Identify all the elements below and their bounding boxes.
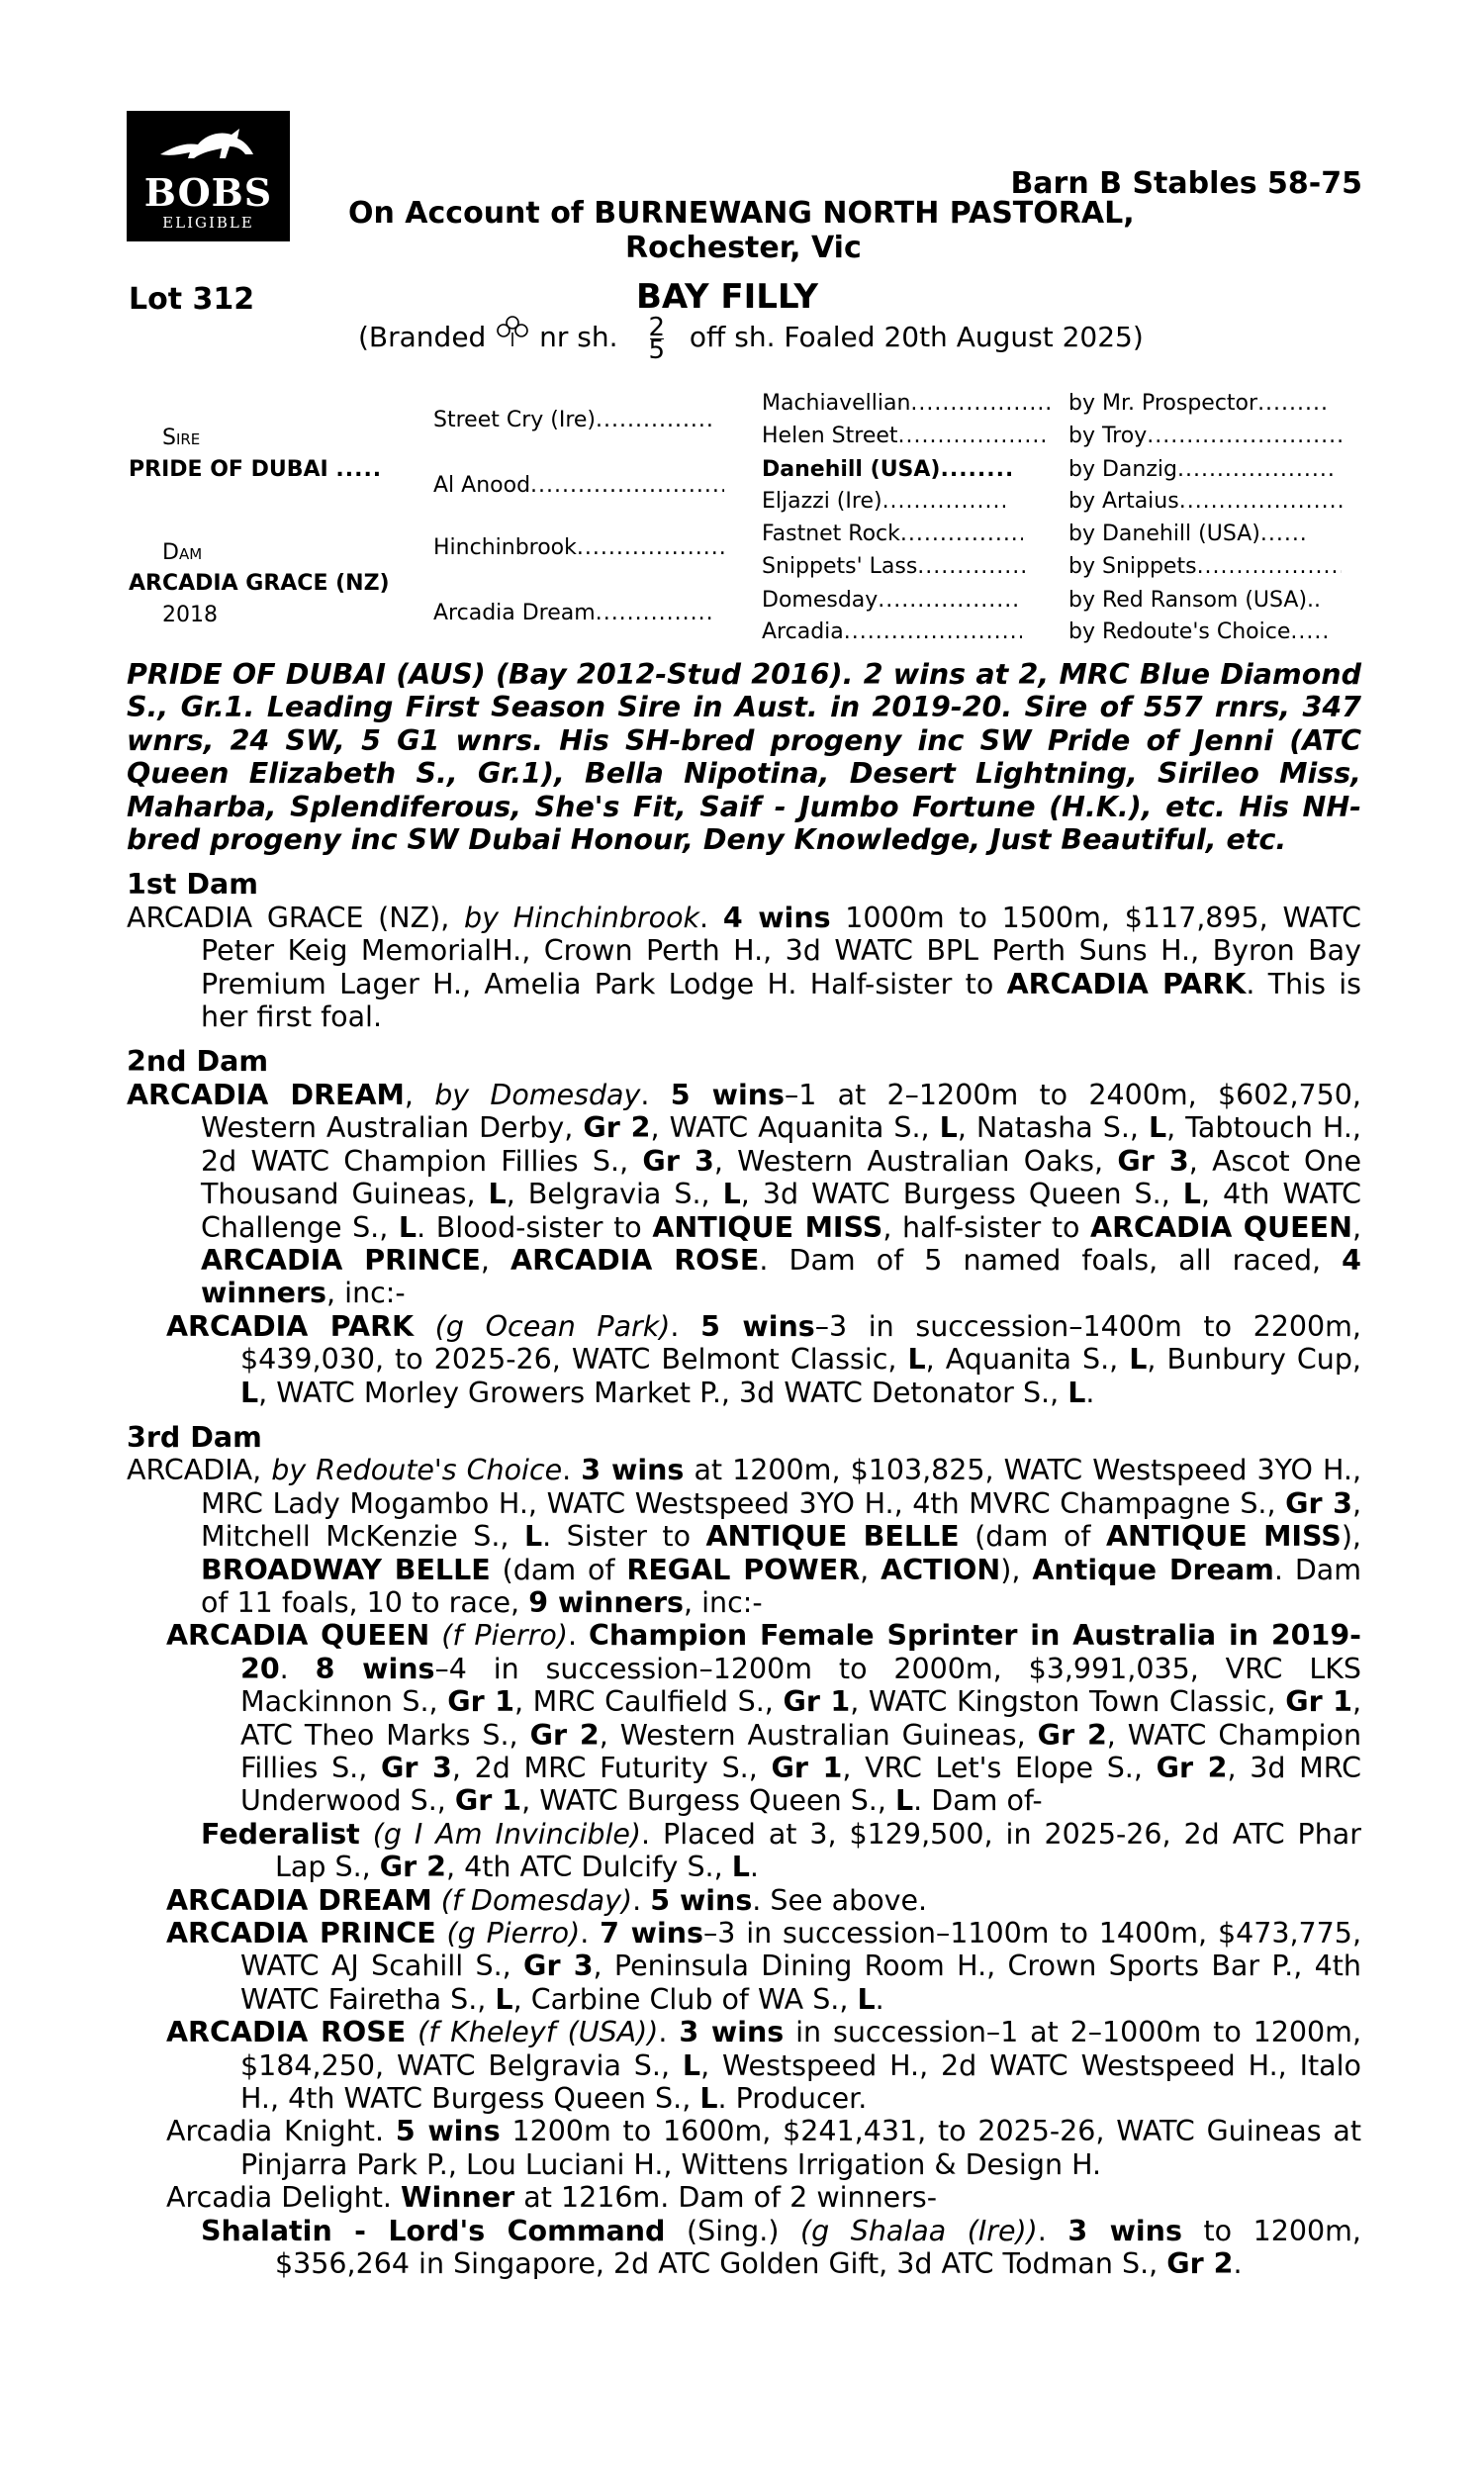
leader-dots bbox=[1179, 489, 1344, 514]
text-run: 1200m to 1600m, $241,431, to 2025-26, WATC Guineas at Pinjarra Park P., Lou Luciani H., Wittens Irrigation & Design H. bbox=[240, 2115, 1362, 2181]
text-run: 5 wins bbox=[700, 1309, 815, 1343]
text-run: Federalist bbox=[201, 1817, 360, 1851]
leader-dots bbox=[530, 473, 724, 498]
leader-dots bbox=[844, 619, 1022, 644]
leader-dots bbox=[878, 588, 1018, 613]
text-run: , WATC Champion Fillies S., bbox=[240, 1718, 1362, 1784]
ped-gen3-8 bbox=[762, 619, 1022, 644]
text-run: Gr 2 bbox=[529, 1718, 600, 1752]
text-run: . bbox=[1037, 2214, 1068, 2247]
text-run: 3 wins bbox=[581, 1454, 685, 1487]
text-run: L bbox=[1148, 1111, 1167, 1145]
text-run: (g Ocean Park) bbox=[434, 1309, 671, 1343]
text-run: Gr 2 bbox=[1037, 1718, 1107, 1752]
ped-gen4-4 bbox=[1068, 489, 1344, 514]
text-run: L bbox=[857, 1982, 876, 2016]
text-run: . bbox=[749, 1851, 759, 1884]
ped-gen3-2 bbox=[762, 424, 1047, 448]
text-run: , Western Australian Guineas, bbox=[599, 1718, 1038, 1752]
brand-prefix: (Branded bbox=[358, 321, 487, 353]
text-run: . bbox=[279, 1652, 316, 1685]
catalogue-body bbox=[127, 658, 1361, 2281]
text-run: . bbox=[640, 1078, 671, 1111]
text-run: Arcadia Knight. bbox=[166, 2115, 396, 2148]
text-run: Gr 2 bbox=[1166, 2247, 1234, 2281]
text-run: . Dam of 11 foals, 10 to race, bbox=[201, 1553, 1362, 1619]
text-run: Gr 1 bbox=[1285, 1685, 1352, 1719]
text-run: by Redoute's Choice bbox=[1068, 619, 1291, 644]
text-run: . Sister to bbox=[542, 1520, 706, 1554]
text-run: ARCADIA ROSE bbox=[510, 1243, 760, 1277]
ped-gen4-3 bbox=[1068, 457, 1336, 482]
text-run: Gr 3 bbox=[1117, 1144, 1189, 1178]
text-run: , 3d WATC Burgess Queen S., bbox=[740, 1178, 1183, 1211]
text-run: 8 wins bbox=[315, 1652, 435, 1685]
text-run: , Westspeed H., 2d WATC Westspeed H., Italo H., 4th WATC Burgess Queen S., bbox=[240, 2048, 1361, 2116]
text-run: by Danzig bbox=[1068, 457, 1177, 482]
lot-title: BAY FILLY bbox=[636, 277, 818, 317]
third-dam-entry bbox=[127, 1454, 1361, 1619]
text-run: . bbox=[1233, 2247, 1243, 2281]
logo-text-secondary: ELIGIBLE bbox=[162, 214, 254, 232]
text-run: Machiavellian bbox=[762, 391, 911, 416]
text-run: –3 in succession–1400m to 2200m, $439,030, to 2025-26, WATC Belmont Classic, bbox=[240, 1309, 1361, 1377]
text-run: , WATC Aquanita S., bbox=[650, 1111, 940, 1145]
text-run: , bbox=[1351, 1210, 1362, 1244]
text-run: (f Pierro) bbox=[441, 1619, 568, 1653]
text-run: ARCADIA QUEEN bbox=[166, 1619, 430, 1653]
leader-dots bbox=[910, 391, 1055, 416]
leader-dots bbox=[917, 554, 1026, 579]
ped-gen3-1 bbox=[762, 391, 1055, 416]
logo-text-primary: BOBS bbox=[143, 170, 273, 215]
text-run: (g I Am Invincible) bbox=[372, 1817, 642, 1851]
text-run: by Hinchinbrook bbox=[464, 901, 700, 934]
text-run: Gr 2 bbox=[379, 1851, 446, 1884]
text-run: 3 wins bbox=[679, 2016, 785, 2049]
ped-gen4-1 bbox=[1068, 391, 1329, 416]
text-run: at 1200m, $103,825, WATC Westspeed 3YO H., MRC Lady Mogambo H., WATC Westspeed 3YO H., 4th MVRC Champagne S., bbox=[201, 1454, 1362, 1520]
text-run: , WATC Kingston Town Classic, bbox=[850, 1685, 1286, 1719]
vendor-line: On Account of BURNEWANG NORTH PASTORAL, bbox=[348, 196, 1135, 231]
text-run: 7 wins bbox=[600, 1917, 703, 1951]
leader-dots bbox=[1147, 424, 1345, 448]
text-run: by Domesday bbox=[434, 1078, 641, 1111]
text-run: , Ascot One Thousand Guineas, bbox=[201, 1144, 1361, 1211]
text-run: , half-sister to bbox=[882, 1210, 1091, 1244]
text-run: ARCADIA PRINCE bbox=[201, 1243, 481, 1277]
text-run: L bbox=[495, 1982, 513, 2016]
text-run: . bbox=[567, 1619, 589, 1653]
text-run: . bbox=[658, 2016, 680, 2049]
text-run: . bbox=[1085, 1376, 1095, 1409]
text-run: Arcadia Dream bbox=[433, 601, 596, 625]
text-run: L bbox=[699, 2082, 718, 2116]
text-run bbox=[414, 1310, 435, 1343]
ped-gen2-2 bbox=[433, 473, 724, 498]
leader-dots bbox=[898, 424, 1047, 448]
text-run: . bbox=[632, 1883, 651, 1917]
first-dam-heading: 1st Dam bbox=[127, 868, 258, 902]
text-run: ANTIQUE BELLE bbox=[705, 1520, 960, 1554]
text-run: L bbox=[722, 1178, 741, 1211]
progeny-arcadia-queen bbox=[127, 1619, 1361, 1817]
text-run: by Redoute's Choice bbox=[271, 1454, 563, 1487]
text-run: . Blood-sister to bbox=[417, 1210, 653, 1244]
ped-gen4-6 bbox=[1068, 554, 1342, 579]
text-run: by Danehill (USA) bbox=[1068, 522, 1260, 546]
text-run: 9 winners bbox=[528, 1585, 684, 1619]
text-run: L bbox=[1182, 1178, 1201, 1211]
text-run: 4 wins bbox=[722, 901, 831, 934]
text-run: (dam of bbox=[490, 1553, 627, 1586]
text-run: 5 wins bbox=[395, 2115, 501, 2148]
text-run: (Sing.) bbox=[665, 2214, 800, 2247]
text-run: L bbox=[240, 1376, 259, 1409]
text-run: 5 wins bbox=[650, 1883, 753, 1917]
text-run: , WATC Morley Growers Market P., 3d WATC Detonator S., bbox=[258, 1376, 1068, 1409]
text-run: Fastnet Rock bbox=[762, 522, 900, 546]
text-run: ARCADIA, bbox=[127, 1454, 272, 1487]
text-run: , WATC Burgess Queen S., bbox=[521, 1784, 895, 1818]
text-run: , Peninsula Dining Room H., Crown Sports Bar P., 4th WATC Fairetha S., bbox=[240, 1950, 1361, 2016]
text-run: Eljazzi (Ire) bbox=[762, 489, 882, 514]
leader-dots bbox=[940, 457, 1011, 482]
dam-year: 2018 bbox=[162, 603, 218, 627]
progeny-arcadia-dream bbox=[127, 1884, 1361, 1917]
grand-progeny-federalist bbox=[127, 1818, 1361, 1884]
ped-gen2-4 bbox=[433, 601, 712, 625]
text-run: ARCADIA QUEEN bbox=[1090, 1210, 1352, 1244]
ped-gen3-6 bbox=[762, 554, 1026, 579]
text-run: . Placed at 3, $129,500, in 2025-26, 2d ATC Phar Lap S., bbox=[275, 1817, 1361, 1884]
barn-location: Barn B Stables 58-75 bbox=[1010, 166, 1362, 201]
leader-dots bbox=[1290, 619, 1330, 644]
brand-number-bottom: 5 bbox=[648, 334, 665, 365]
text-run: Domesday bbox=[762, 588, 879, 613]
ped-gen3-5 bbox=[762, 522, 1023, 546]
text-run: L bbox=[907, 1343, 926, 1377]
text-run: Gr 1 bbox=[783, 1685, 851, 1719]
second-dam-entry bbox=[127, 1079, 1361, 1310]
text-run: L bbox=[682, 2048, 701, 2082]
text-run: (g Pierro) bbox=[446, 1917, 581, 1951]
leader-dots bbox=[577, 535, 729, 560]
sire-name bbox=[129, 457, 379, 482]
text-run: L bbox=[1067, 1376, 1086, 1409]
text-run bbox=[436, 1917, 447, 1950]
horse-icon bbox=[154, 125, 263, 168]
vendor-location: Rochester, Vic bbox=[625, 231, 862, 265]
text-run: REGAL POWER bbox=[626, 1553, 861, 1586]
text-run: by Red Ransom (USA).. bbox=[1068, 588, 1322, 613]
text-run: –4 in succession–1200m to 2000m, $3,991,035, VRC LKS Mackinnon S., bbox=[240, 1652, 1361, 1719]
text-run bbox=[360, 1818, 373, 1851]
third-dam-heading: 3rd Dam bbox=[127, 1420, 262, 1454]
leader-dots bbox=[1197, 554, 1342, 579]
text-run: by Snippets bbox=[1068, 554, 1197, 579]
text-run: (f Kheleyf (USA)) bbox=[417, 2016, 659, 2049]
text-run: , Western Australian Oaks, bbox=[713, 1144, 1118, 1178]
text-run: 1000m to 1500m, $117,895, WATC Peter Keig MemorialH., Crown Perth H., 3d WATC BPL Perth Suns H., Byron Bay Premium Lager H., Amelia Park Lodge H. Half-sister to bbox=[201, 901, 1361, 1000]
progeny-arcadia-rose bbox=[127, 2016, 1361, 2115]
text-run: –1 at 2–1200m to 2400m, $602,750, Western Australian Derby, bbox=[201, 1078, 1361, 1145]
text-run: , inc:- bbox=[326, 1277, 406, 1310]
text-run: Antique Dream bbox=[1032, 1553, 1274, 1586]
brand-number-top: 2 bbox=[648, 312, 665, 342]
text-run: ARCADIA PRINCE bbox=[166, 1917, 436, 1951]
text-run: Gr 3 bbox=[523, 1950, 594, 1983]
text-run: . This is her first foal. bbox=[201, 967, 1362, 1034]
ped-gen3-3 bbox=[762, 457, 1011, 482]
text-run: ARCADIA DREAM bbox=[166, 1883, 432, 1917]
lot-number: Lot 312 bbox=[129, 282, 255, 317]
text-run: in succession–1 at 2–1000m to 1200m, $184,250, WATC Belgravia S., bbox=[240, 2016, 1362, 2082]
leader-dots bbox=[596, 601, 712, 625]
leader-dots bbox=[1177, 457, 1336, 482]
second-dam-heading: 2nd Dam bbox=[127, 1045, 269, 1079]
text-run: , bbox=[480, 1243, 511, 1277]
text-run: ACTION bbox=[881, 1553, 1001, 1586]
text-run: L bbox=[488, 1178, 507, 1211]
brand-mark-icon bbox=[497, 315, 528, 348]
text-run: –3 in succession–1100m to 1400m, $473,775, WATC AJ Scahill S., bbox=[240, 1917, 1362, 1983]
dam-name: ARCADIA GRACE (NZ) bbox=[129, 571, 390, 596]
text-run: , bbox=[404, 1078, 435, 1111]
text-run: , ATC Theo Marks S., bbox=[240, 1685, 1362, 1752]
ped-gen2-3 bbox=[433, 535, 729, 560]
text-run: , Aquanita S., bbox=[925, 1343, 1130, 1377]
text-run: , Bunbury Cup, bbox=[1147, 1343, 1361, 1377]
text-run: . Dam of 5 named foals, all raced, bbox=[759, 1243, 1343, 1277]
text-run: by Mr. Prospector bbox=[1068, 391, 1258, 416]
text-run: ANTIQUE MISS bbox=[652, 1210, 883, 1244]
text-run: ARCADIA GRACE (NZ), bbox=[127, 901, 465, 934]
text-run bbox=[432, 1884, 441, 1917]
sire-name-text: PRIDE OF DUBAI bbox=[129, 457, 328, 482]
text-run: . bbox=[562, 1454, 582, 1487]
brand-offside-foaled: off sh. Foaled 20th August 2025) bbox=[689, 321, 1144, 353]
text-run bbox=[406, 2016, 417, 2048]
text-run: L bbox=[398, 1210, 417, 1244]
text-run: 4 winners bbox=[201, 1243, 1362, 1310]
text-run: ARCADIA DREAM bbox=[127, 1078, 405, 1111]
text-run: L bbox=[1129, 1343, 1148, 1377]
text-run: to 1200m, $356,264 in Singapore, 2d ATC Golden Gift, 3d ATC Todman S., bbox=[275, 2214, 1361, 2281]
text-run: . Producer. bbox=[717, 2082, 868, 2116]
text-run: (g Shalaa (Ire)) bbox=[799, 2214, 1038, 2247]
text-run: , inc:- bbox=[683, 1585, 763, 1619]
brand-nearside: nr sh. bbox=[539, 321, 618, 353]
text-run: ANTIQUE MISS bbox=[1105, 1520, 1342, 1554]
text-run: , Natasha S., bbox=[957, 1111, 1149, 1145]
dam-label: Dam bbox=[162, 540, 203, 565]
text-run: at 1216m. Dam of 2 winners- bbox=[514, 2181, 938, 2215]
text-run: , 4th ATC Dulcify S., bbox=[445, 1851, 732, 1884]
text-run: Gr 3 bbox=[1285, 1486, 1352, 1520]
progeny-arcadia-park bbox=[127, 1310, 1361, 1409]
text-run: Gr 2 bbox=[583, 1111, 651, 1145]
text-run: Winner bbox=[401, 2181, 515, 2215]
text-run: ), bbox=[1000, 1553, 1033, 1586]
text-run: . bbox=[875, 1982, 884, 2016]
text-run: Helen Street bbox=[762, 424, 898, 448]
text-run: Danehill (USA) bbox=[762, 457, 941, 482]
text-run bbox=[429, 1619, 441, 1652]
bobs-eligible-logo bbox=[127, 111, 290, 241]
text-run: 3 wins bbox=[1067, 2214, 1182, 2247]
text-run: (dam of bbox=[959, 1520, 1106, 1554]
text-run: by Artaius bbox=[1068, 489, 1179, 514]
text-run: , MRC Caulfield S., bbox=[513, 1685, 784, 1719]
text-run: ARCADIA ROSE bbox=[166, 2016, 407, 2049]
text-run: ARCADIA PARK bbox=[166, 1309, 415, 1343]
progeny-arcadia-delight bbox=[127, 2181, 1361, 2214]
text-run: L bbox=[894, 1784, 914, 1818]
text-run: , VRC Let's Elope S., bbox=[842, 1752, 1157, 1784]
text-run: Gr 1 bbox=[447, 1685, 514, 1719]
text-run: ), bbox=[1341, 1520, 1361, 1554]
grand-progeny-shalatin bbox=[127, 2215, 1361, 2281]
text-run: ARCADIA PARK bbox=[1006, 967, 1247, 1000]
progeny-arcadia-knight bbox=[127, 2115, 1361, 2181]
text-run: L bbox=[523, 1520, 543, 1554]
text-run: , Mitchell McKenzie S., bbox=[201, 1486, 1361, 1554]
sire-label: Sire bbox=[162, 426, 201, 450]
text-run: Gr 1 bbox=[454, 1784, 522, 1818]
text-run: Gr 3 bbox=[642, 1144, 714, 1178]
text-run: (f Domesday) bbox=[440, 1883, 633, 1917]
text-run: Hinchinbrook bbox=[433, 535, 577, 560]
text-run: Shalatin - Lord's Command bbox=[201, 2214, 666, 2247]
leader-dots bbox=[596, 408, 712, 432]
text-run: 5 wins bbox=[670, 1078, 786, 1111]
leader-dots bbox=[335, 457, 379, 482]
first-dam-entry bbox=[127, 902, 1361, 1034]
text-run: Al Anood bbox=[433, 473, 531, 498]
leader-dots bbox=[1257, 391, 1329, 416]
ped-gen2-1 bbox=[433, 408, 712, 432]
sire-summary: PRIDE OF DUBAI (AUS) (Bay 2012-Stud 2016). 2 wins at 2, MRC Blue Diamond S., Gr.1. Leading First Season Sire in Aust. in 2019-20. Sire of 557 rnrs, 347 wnrs, 24 SW, 5 G1 wnrs. His SH-bred progeny inc SW Pride of Jenni (ATC Queen Elizabeth S., Gr.1), Bella Nipotina, Desert Lightning, Sirileo Miss, Maharba, Splendiferous, She's Fit, Saif - Jumbo Fortune (H.K.), etc. His NH-bred progeny inc SW Dubai Honour, Deny Knowledge, Just Beautiful, etc. bbox=[127, 658, 1361, 857]
text-run: Gr 2 bbox=[1156, 1752, 1228, 1784]
text-run: . Dam of- bbox=[913, 1784, 1043, 1818]
ped-gen3-7 bbox=[762, 588, 1018, 613]
text-run: Gr 3 bbox=[380, 1752, 452, 1784]
text-run: Gr 1 bbox=[771, 1752, 843, 1784]
ped-gen4-2 bbox=[1068, 424, 1345, 448]
text-run: , Carbine Club of WA S., bbox=[512, 1982, 858, 2016]
text-run: . bbox=[580, 1917, 601, 1951]
text-run: Arcadia Delight. bbox=[166, 2181, 402, 2215]
text-run: by Troy bbox=[1068, 424, 1148, 448]
text-run: , Tabtouch H., 2d WATC Champion Fillies S., bbox=[201, 1111, 1361, 1178]
text-run: Street Cry (Ire) bbox=[433, 408, 597, 432]
text-run: BROADWAY BELLE bbox=[201, 1553, 491, 1586]
text-run: L bbox=[731, 1851, 750, 1884]
ped-gen4-7 bbox=[1068, 588, 1321, 613]
ped-gen4-5 bbox=[1068, 522, 1310, 546]
text-run: L bbox=[939, 1111, 958, 1145]
leader-dots bbox=[1260, 522, 1310, 546]
text-run: Arcadia bbox=[762, 619, 844, 644]
brand-line bbox=[358, 312, 1144, 384]
text-run: Snippets' Lass bbox=[762, 554, 918, 579]
leader-dots bbox=[900, 522, 1023, 546]
text-run: . See above. bbox=[752, 1883, 928, 1917]
text-run: . bbox=[699, 901, 723, 934]
text-run: , 4th WATC Challenge S., bbox=[201, 1178, 1361, 1244]
text-run: , 2d MRC Futurity S., bbox=[451, 1752, 772, 1784]
ped-gen3-4 bbox=[762, 489, 1005, 514]
leader-dots bbox=[882, 489, 1005, 514]
text-run: . bbox=[670, 1309, 701, 1343]
text-run: , 3d MRC Underwood S., bbox=[240, 1752, 1361, 1818]
ped-gen4-8 bbox=[1068, 619, 1330, 644]
text-run: , bbox=[860, 1553, 881, 1586]
text-run: , Belgravia S., bbox=[506, 1178, 723, 1211]
text-run: Champion Female Sprinter in Australia in 2019-20 bbox=[240, 1619, 1361, 1685]
progeny-arcadia-prince bbox=[127, 1917, 1361, 2016]
